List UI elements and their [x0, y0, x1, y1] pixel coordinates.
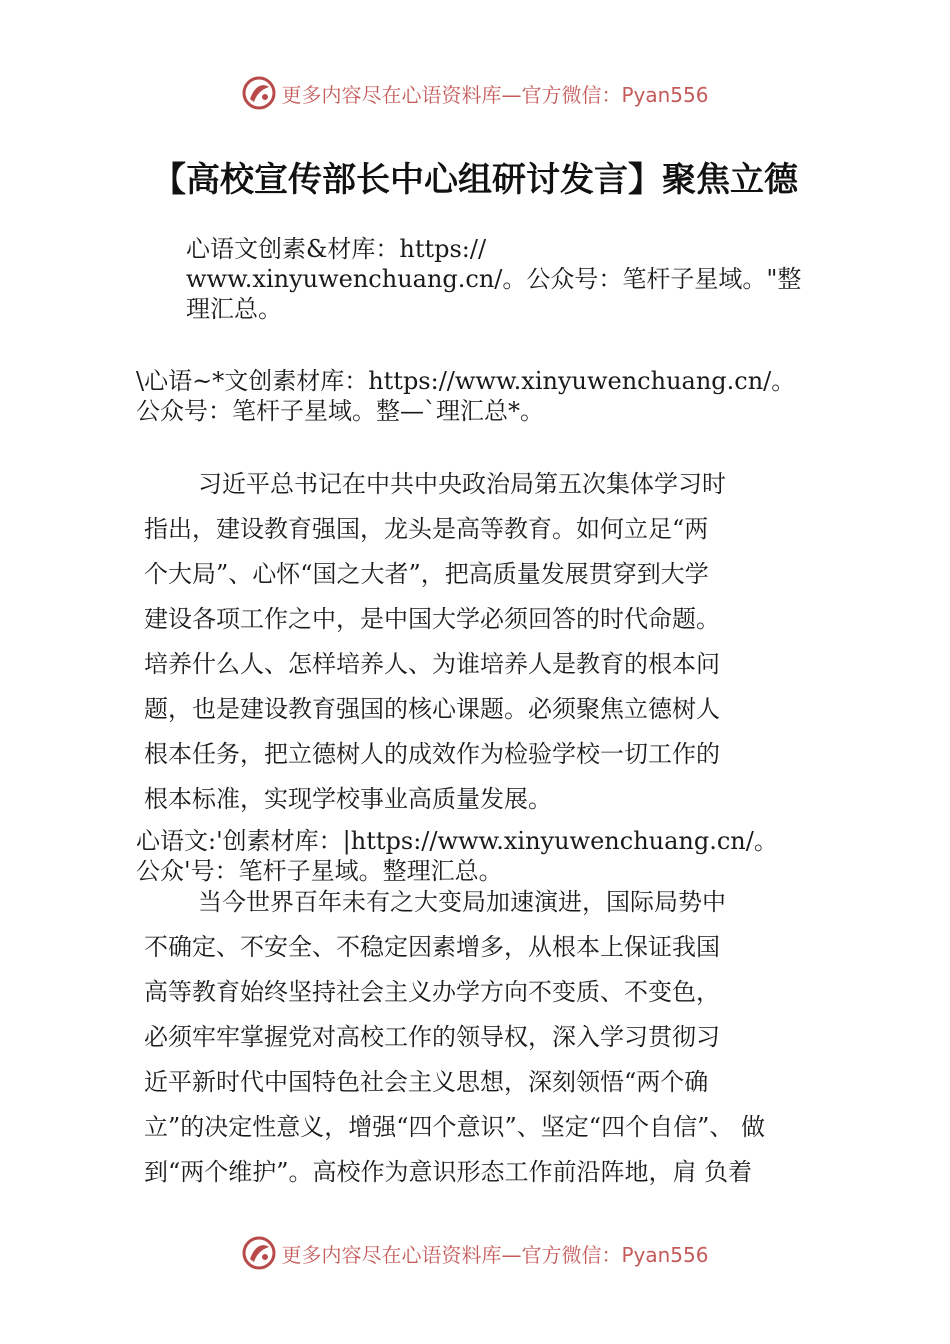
body-paragraph-1	[144, 462, 726, 822]
text-line: 高等教育始终坚持社会主义办学方向不变质、不变色，	[144, 978, 720, 1006]
text-line: 根本标准，实现学校事业高质量发展。	[144, 785, 552, 813]
text-line: 必须牢牢掌握党对高校工作的领导权，深入学习贯彻习	[144, 1023, 720, 1051]
text-line: 不确定、不安全、不稳定因素增多，从根本上保证我国	[144, 933, 720, 961]
banner-text: 更多内容尽在心语资料库—官方微信：Pyan556	[281, 1242, 709, 1267]
text-line: 公众号：笔杆子星域。整—`理汇总*。	[136, 397, 544, 425]
text-line: 指出，建设教育强国，龙头是高等教育。如何立足“两	[144, 515, 709, 543]
text-line: 当今世界百年未有之大变局加速演进，国际局势中	[198, 888, 726, 916]
text-line: 到“两个维护”。高校作为意识形态工作前沿阵地，肩 负着	[144, 1158, 753, 1186]
text-line: 建设各项工作之中，是中国大学必须回答的时代命题。	[144, 605, 720, 633]
page-title: 【高校宣传部长中心组研讨发言】聚焦立德	[152, 160, 798, 200]
text-line: 心语文:'创素材库：|https://www.xinyuwenchuang.cn/。	[136, 827, 778, 855]
brand-logo-icon	[241, 1235, 277, 1271]
text-line: \心语~*文创素材库：https://www.xinyuwenchuang.cn/。	[136, 367, 796, 395]
text-line: 培养什么人、怎样培养人、为谁培养人是教育的根本问	[144, 650, 720, 678]
source-note-1	[186, 234, 826, 324]
footer-banner	[0, 1231, 950, 1275]
text-line: 理汇总。	[186, 295, 282, 323]
text-line: 个大局”、心怀“国之大者”，把高质量发展贯穿到大学	[144, 560, 709, 588]
banner-text: 更多内容尽在心语资料库—官方微信：Pyan556	[281, 82, 709, 107]
text-line: 习近平总书记在中共中央政治局第五次集体学习时	[198, 470, 726, 498]
source-note-2	[136, 366, 795, 426]
text-line: 心语文创素&材库：https://	[186, 235, 487, 263]
body-paragraph-2	[144, 880, 765, 1195]
text-line: www.xinyuwenchuang.cn/。公众号：笔杆子星域。"整	[186, 265, 802, 293]
text-line: 立”的决定性意义，增强“四个意识”、坚定“四个自信”、 做	[144, 1113, 765, 1141]
brand-logo-icon	[241, 75, 277, 111]
text-line: 近平新时代中国特色社会主义思想，深刻领悟“两个确	[144, 1068, 709, 1096]
text-line: 题，也是建设教育强国的核心课题。必须聚焦立德树人	[144, 695, 720, 723]
text-line: 公众'号：笔杆子星域。整理汇总。	[136, 857, 503, 885]
header-banner	[0, 71, 950, 115]
source-note-3	[136, 826, 778, 886]
text-line: 根本任务，把立德树人的成效作为检验学校一切工作的	[144, 740, 720, 768]
